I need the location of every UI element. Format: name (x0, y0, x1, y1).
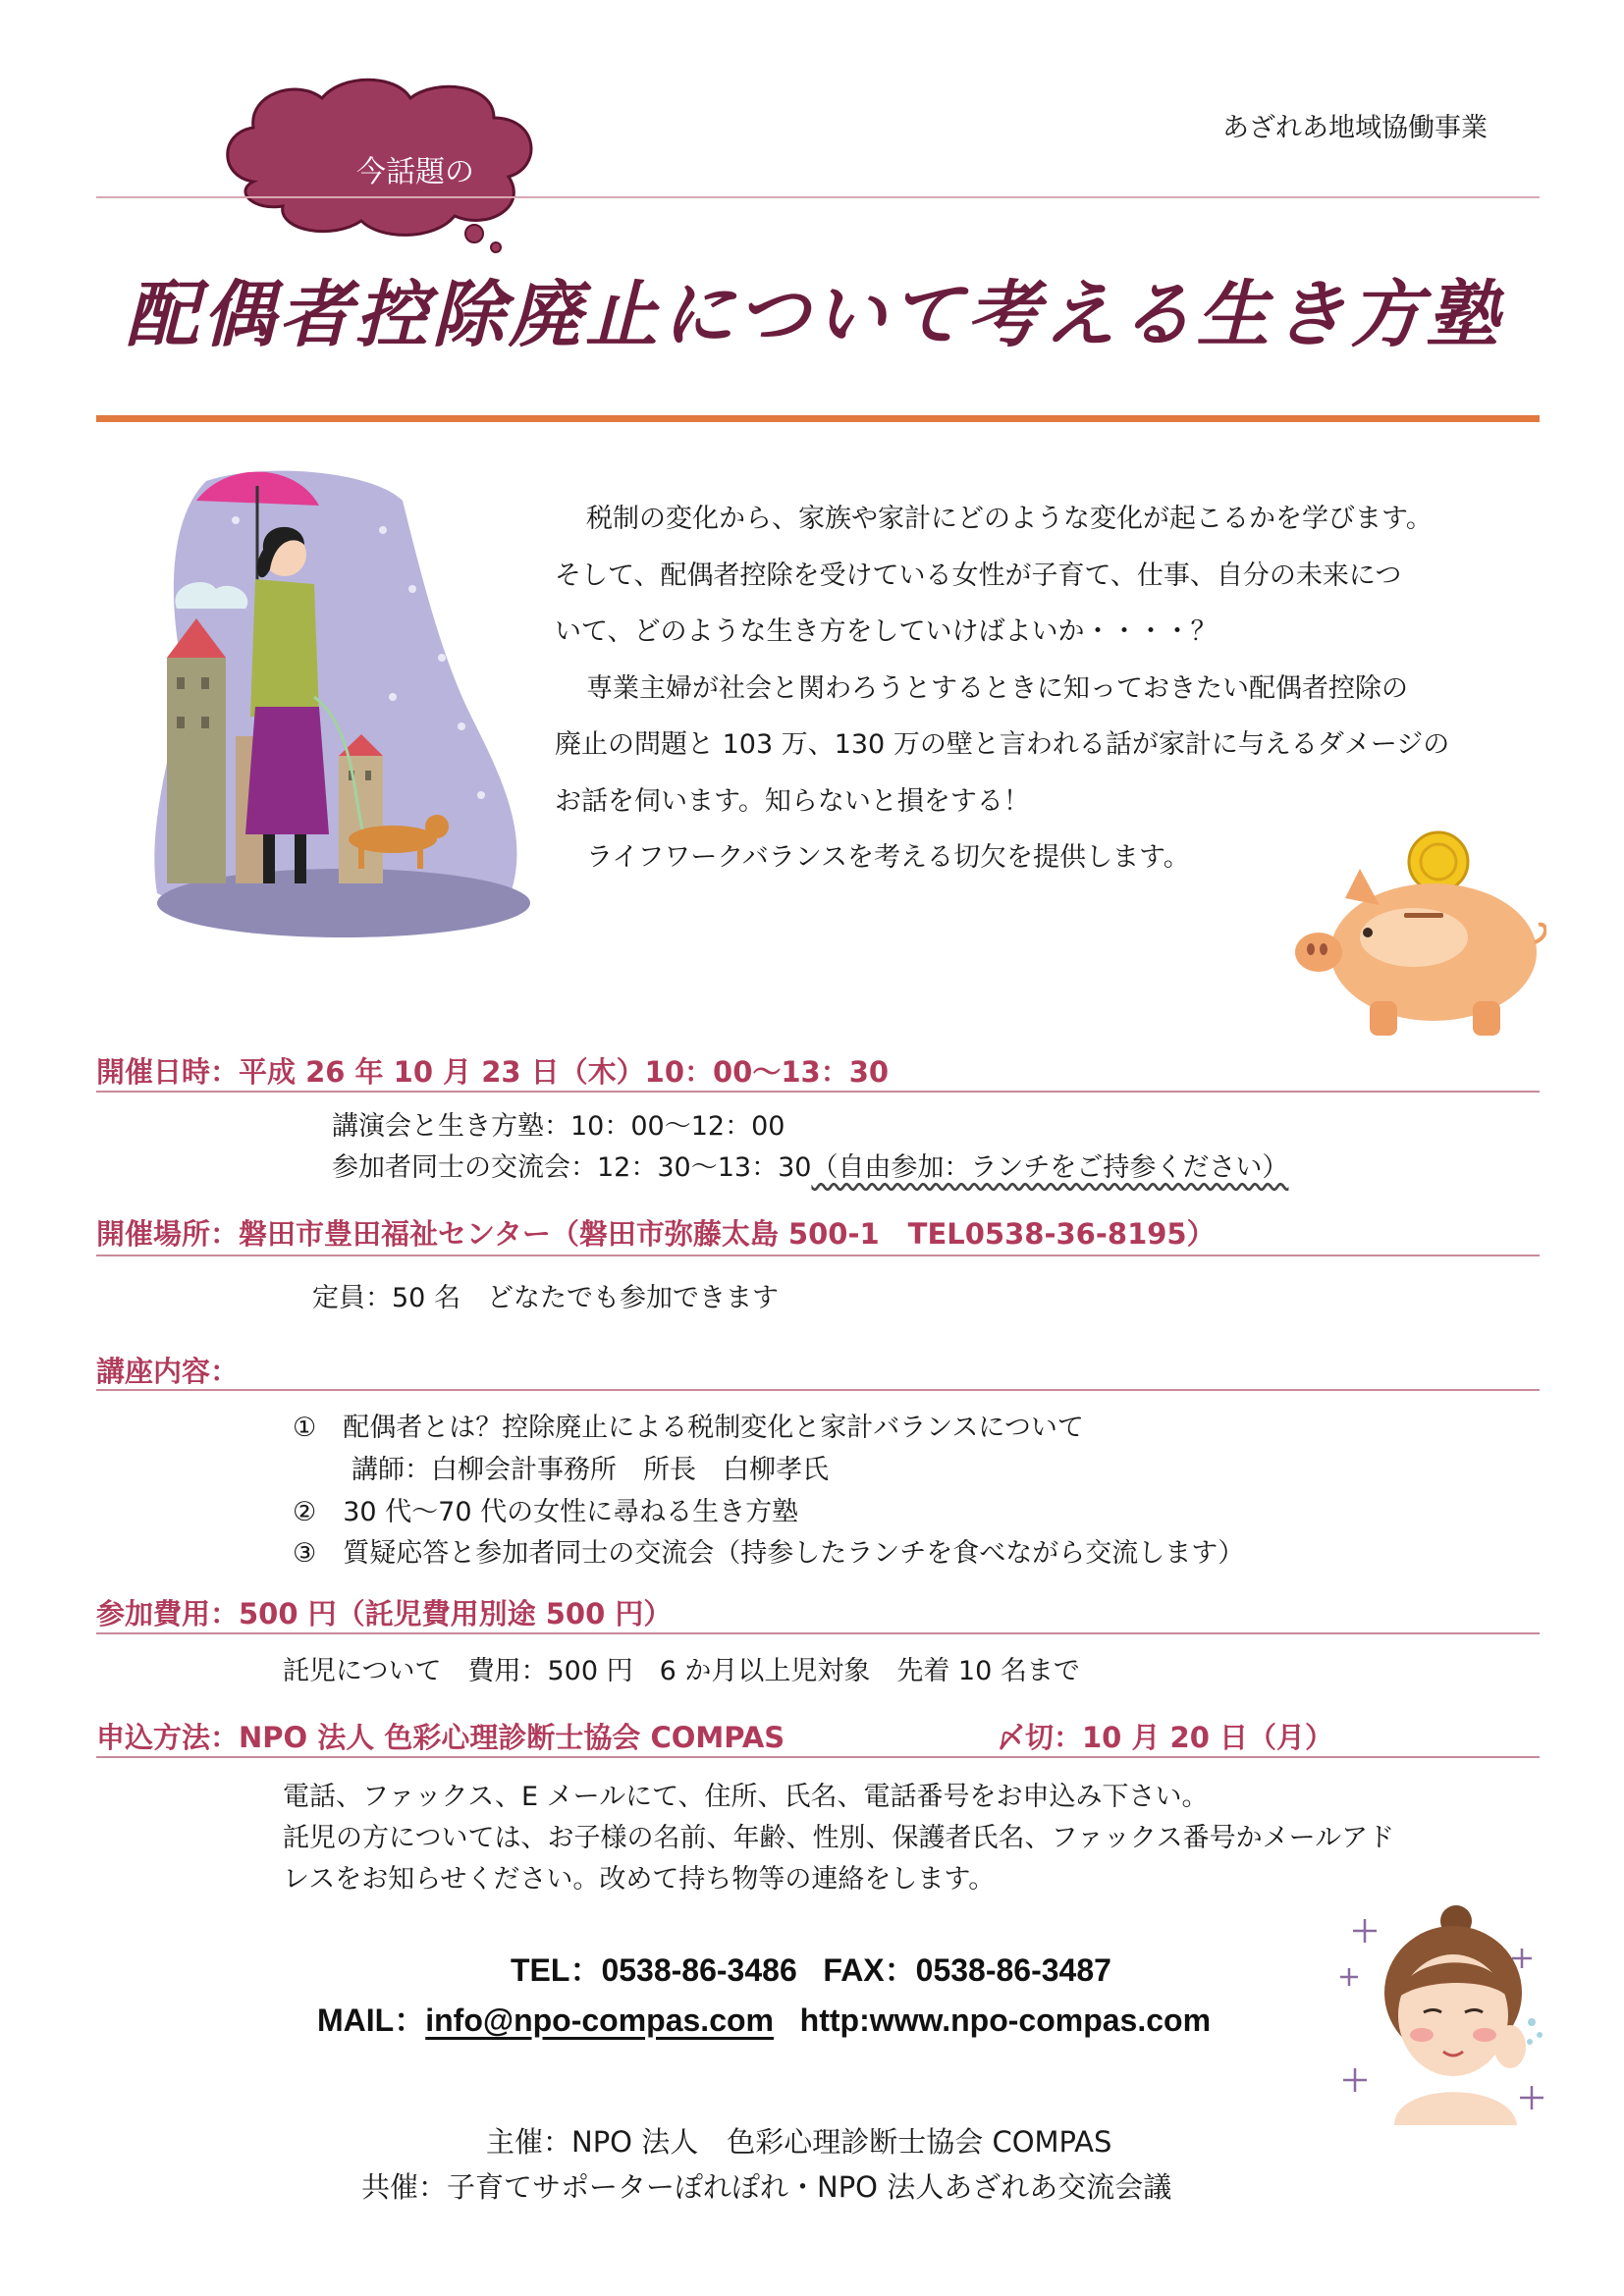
fee-heading: 参加費用：500 円（託児費用別途 500 円） (96, 1597, 673, 1630)
apply-line: レスをお知らせください。改めて持ち物等の連絡をします。 (283, 1864, 996, 1895)
tel-number: 0538-86-3486 (601, 1952, 797, 1988)
intro-line: 廃止の問題と 103 万、130 万の壁と言われる話が家計に与えるダメージの (555, 729, 1450, 760)
contact-phone-fax: TEL：0538-86-3486 FAX：0538-86-3487 (511, 1952, 1111, 1988)
cohost-text: 共催：子育てサポーターぽれぽれ・NPO 法人あざれあ交流会議 (361, 2170, 1172, 2204)
mail-label: MAIL (317, 2002, 395, 2038)
exchange-time-note: （自由参加：ランチをご持参ください） (811, 1152, 1289, 1183)
piggy-bank-illustration (1291, 815, 1546, 1050)
apply-heading: 申込方法：NPO 法人 色彩心理診断士協会 COMPAS (96, 1721, 785, 1754)
section-divider (96, 1756, 1540, 1758)
tel-label: TEL (511, 1952, 570, 1988)
content-item-2: ② 30 代〜70 代の女性に尋ねる生き方塾 (293, 1497, 799, 1527)
section-divider (96, 1255, 1540, 1256)
section-divider (96, 1389, 1540, 1391)
section-divider (96, 1091, 1540, 1093)
intro-line: お話を伺います。知らないと損をする！ (555, 785, 1030, 817)
host-text: 主催：NPO 法人 色彩心理診断士協会 COMPAS (486, 2125, 1112, 2159)
intro-line: 専業主婦が社会と関わろうとするときに知っておきたい配偶者控除の (586, 672, 1408, 704)
lecture-time: 講演会と生き方塾：10：00〜12：00 (332, 1111, 785, 1142)
header-divider (96, 196, 1540, 198)
content-item-1: ① 配偶者とは？控除廃止による税制変化と家計バランスについて (293, 1413, 1084, 1443)
capacity-text: 定員：50 名 どなたでも参加できます (312, 1283, 779, 1313)
intro-line: 税制の変化から、家族や家計にどのような変化が起こるかを学びます。 (586, 504, 1433, 534)
content-heading: 講座内容： (96, 1355, 240, 1388)
title-divider (96, 415, 1540, 422)
content-item-3: ③ 質疑応答と参加者同士の交流会（持参したランチを食べながら交流します） (293, 1538, 1245, 1569)
page-title: 配偶者控除廃止について考える生き方塾 (126, 273, 1503, 357)
woman-face-illustration (1335, 1899, 1556, 2125)
apply-line: 託児の方については、お子様の名前、年齢、性別、保護者氏名、ファックス番号かメールアド (283, 1823, 1395, 1853)
deadline-text: 〆切：10 月 20 日（月） (997, 1721, 1334, 1754)
venue-heading: 開催場所：磐田市豊田福祉センター（磐田市弥藤太島 500-1 TEL0538-36-8195） (96, 1217, 1216, 1251)
apply-line: 電話、ファックス、E メールにて、住所、氏名、電話番号をお申込み下さい。 (283, 1782, 1209, 1812)
exchange-time (332, 1146, 1288, 1184)
intro-line: いて、どのような生き方をしていけばよいか・・・・？ (555, 616, 1218, 647)
intro-line: そして、配偶者控除を受けている女性が子育て、仕事、自分の未来につ (555, 560, 1402, 591)
fax-number: 0538-86-3487 (915, 1952, 1111, 1988)
organizer-label: あざれあ地域協働事業 (1222, 113, 1488, 143)
topic-badge: 今話題の (356, 155, 474, 189)
section-divider (96, 1632, 1540, 1634)
intro-line: ライフワークバランスを考える切欠を提供します。 (586, 842, 1190, 873)
date-heading: 開催日時：平成 26 年 10 月 23 日（木）10：00〜13：30 (96, 1055, 890, 1089)
childcare-text: 託児について 費用：500 円 6 か月以上児対象 先着 10 名まで (283, 1656, 1080, 1686)
exchange-time-main: 参加者同士の交流会：12：30〜13：30 (332, 1152, 812, 1183)
woman-umbrella-illustration (147, 461, 535, 942)
fax-label: FAX (823, 1952, 885, 1988)
contact-mail-web: MAIL：info@npo-compas.com http:www.npo-compas.com (317, 2002, 1212, 2038)
content-item-1-lecturer: 講師：白柳会計事務所 所長 白柳孝氏 (352, 1455, 829, 1485)
website-url[interactable]: http:www.npo-compas.com (799, 2002, 1212, 2038)
email-link[interactable]: info@npo-compas.com (425, 2002, 774, 2038)
